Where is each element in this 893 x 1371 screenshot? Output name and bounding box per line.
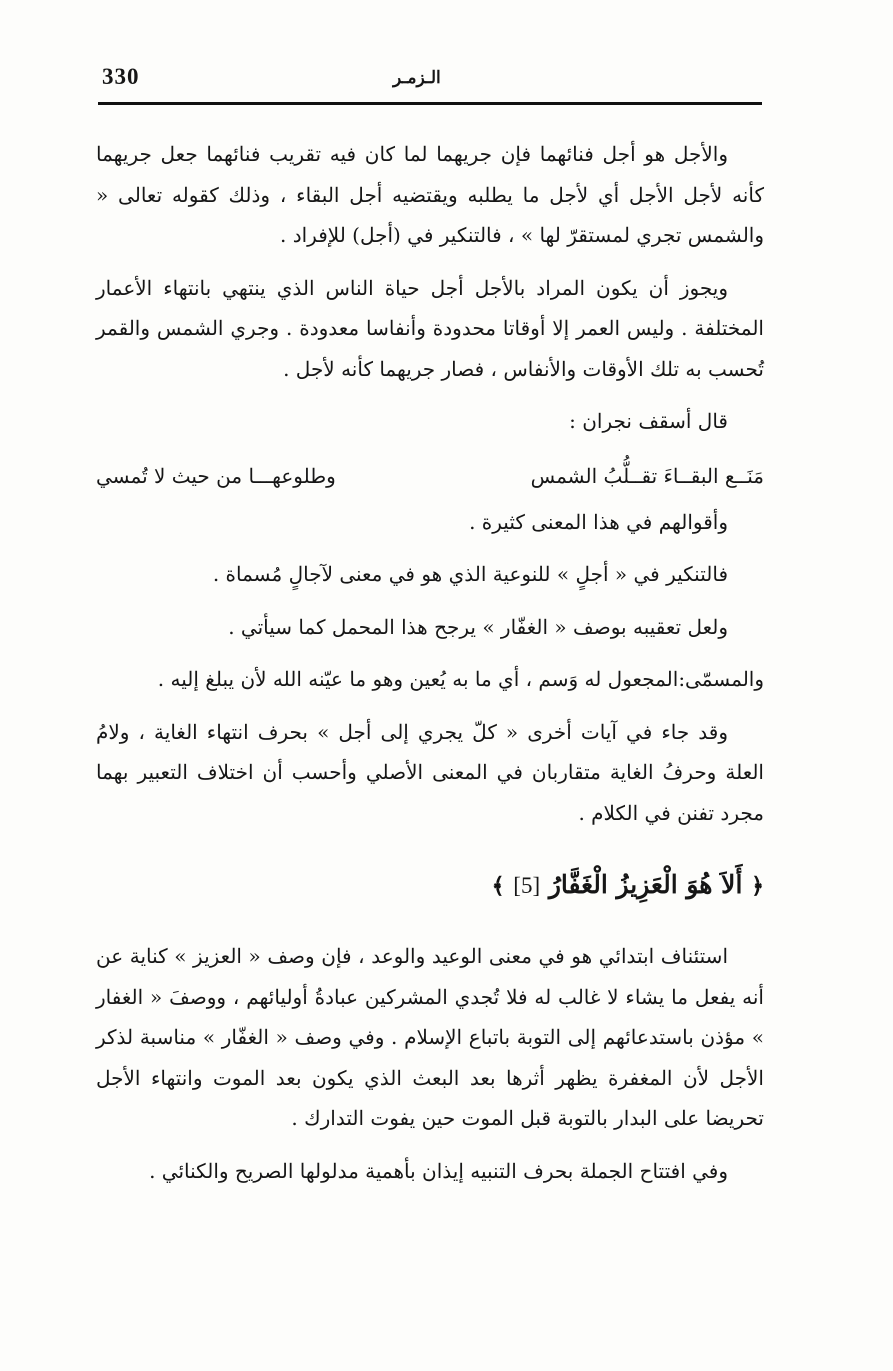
paragraph: فالتنكير في « أجلٍ » للنوعية الذي هو في معنى لآجالٍ مُسماة .: [212, 562, 728, 586]
running-title: الـزمـر: [393, 68, 441, 88]
verse-second-hemistich: وطلوعهـــا من حيث لا تُمسي: [96, 463, 336, 488]
paragraph: وفي افتتاح الجملة بحرف التنبيه إيذان بأهمية مدلولها الصريح والكنائي .: [149, 1158, 728, 1183]
quran-verse-heading: [96, 865, 764, 906]
paragraph: والأجل هو أجل فنائهما فإن جريهما لما كان فيه تقريب فنائهما جعل جريهما كأنه لأجل الأجل أي لأجل ما يطلبه ويقتضيه أجل البقاء ، وذلك كقوله تعالى « والشمس تجري لمستقرّ لها » ، فالتنكير في (أجل) للإفراد .: [96, 142, 764, 247]
verse-number: [5]: [513, 873, 541, 898]
paragraph: وقد جاء في آيات أخرى « كلّ يجري إلى أجل » بحرف انتهاء الغاية ، ولامُ العلة وحرفُ الغاية متقاربان في المعنى الأصلي وأحسب أن اختلاف التعبير بهما مجرد تفنن في الكلام .: [96, 719, 764, 825]
paragraph: ولعل تعقيبه بوصف « الغفّار » يرجح هذا المحمل كما سيأتي .: [228, 614, 728, 639]
poetry-verse: [96, 456, 764, 498]
paragraph: وأقوالهم في هذا المعنى كثيرة .: [469, 509, 728, 534]
paragraph: قال أسقف نجران :: [569, 409, 728, 433]
ornate-bracket-open: ﴿: [751, 873, 764, 899]
page-header: [98, 58, 762, 105]
ornate-bracket-close: ﴾: [491, 873, 505, 899]
paragraph: استئناف ابتدائي هو في معنى الوعيد والوعد ، فإن وصف « العزيز » كناية عن أنه يفعل ما يشاء لا غالب له فلا تُجدي المشركين عبادةُ أوليائهم ، ووصفَ « الغفار » مؤذن باستدعائهم إلى التوبة باتباع الإسلام . وفي وصف « الغفّار » مناسبة لذكر الأجل لأن المغفرة يظهر أثرها بعد البعث الذي يكون بعد الموت وانتهاء الأجل تحريضا على البدار بالتوبة قبل الموت حين يفوت التدارك .: [96, 944, 764, 1130]
page-number: 330: [102, 64, 140, 89]
page-body: [96, 134, 764, 1191]
verse-first-hemistich: مَنَــع البقــاءَ تقــلُّبُ الشمس: [530, 463, 764, 488]
quran-verse-text: أَلاَ هُوَ الْعَزِيزُ الْغَفَّارُ: [548, 870, 743, 899]
paragraph: والمسمّى:المجعول له وَسم ، أي ما به يُعين وهو ما عيّنه الله لأن يبلغ إليه .: [157, 667, 764, 691]
paragraph: ويجوز أن يكون المراد بالأجل أجل حياة الناس الذي ينتهي بانتهاء الأعمار المختلفة . وليس العمر إلا أوقاتا محدودة وأنفاسا معدودة . وجري الشمس والقمر تُحسب به تلك الأوقات والأنفاس ، فصار جريهما كأنه لأجل .: [96, 275, 764, 381]
